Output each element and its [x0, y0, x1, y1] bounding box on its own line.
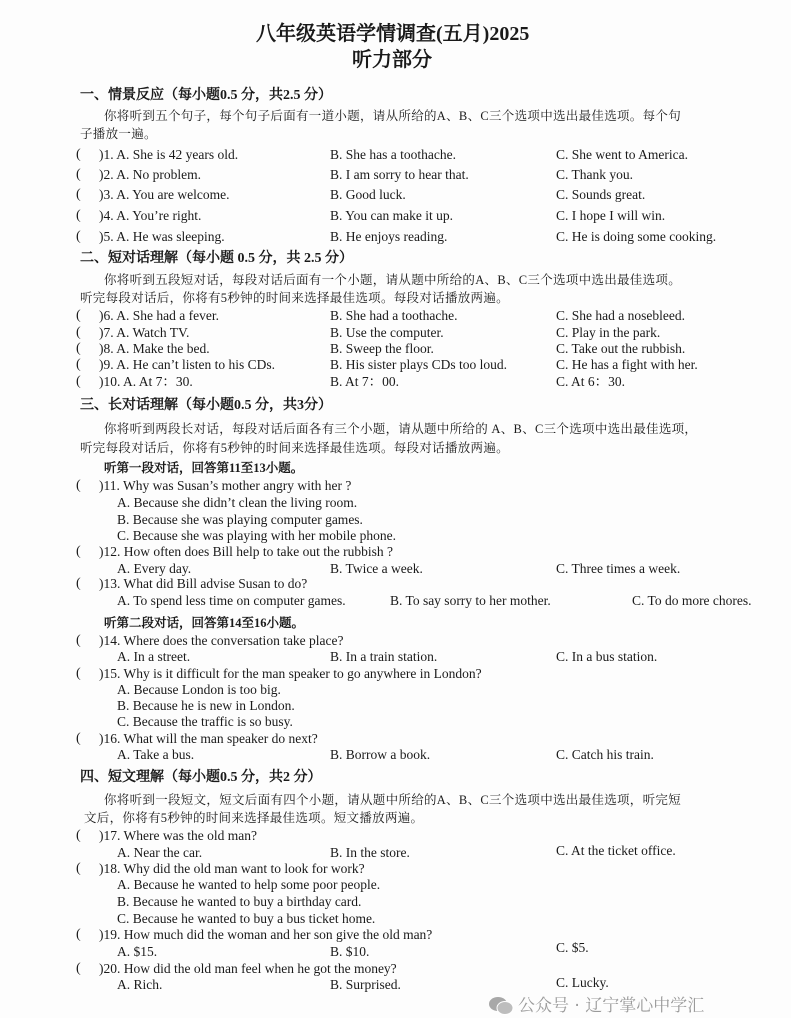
- section-heading: 四、短文理解（每小题0.5 分，共2 分）: [80, 770, 322, 785]
- answer-blank[interactable]: (: [76, 666, 81, 681]
- section-heading: 一、情景反应（每小题0.5 分，共2.5 分）: [80, 88, 332, 103]
- section-instructions: 听完每段对话后，你将有5秒钟的时间来选择最佳选项。每段对话播放两遍。: [80, 441, 509, 455]
- watermark-text: 公众号 · 辽宁掌心中学汇: [518, 996, 705, 1016]
- answer-blank[interactable]: (: [76, 357, 81, 372]
- question-option-a: )10. A. At 7：30.: [99, 374, 193, 389]
- answer-blank[interactable]: (: [76, 927, 81, 942]
- question-option-c: C. To do more chores.: [632, 593, 752, 608]
- question-option-b: B. In a train station.: [330, 649, 438, 664]
- question-option-a: A. Rich.: [117, 977, 163, 992]
- question-option-c: C. He is doing some cooking.: [556, 229, 717, 244]
- answer-blank[interactable]: (: [76, 325, 81, 340]
- question-option-a: A. Take a bus.: [117, 747, 195, 762]
- answer-blank[interactable]: (: [76, 308, 81, 323]
- question-option-b: B. He enjoys reading.: [330, 229, 448, 244]
- question-stem: )20. How did the old man feel when he got the money?: [99, 961, 397, 976]
- question-option-b: B. Because he wanted to buy a birthday card.: [117, 894, 362, 909]
- question-option-b: B. Because he is new in London.: [117, 698, 295, 713]
- section-heading: 二、短对话理解（每小题 0.5 分，共 2.5 分）: [80, 251, 353, 266]
- question-option-b: B. Use the computer.: [330, 325, 444, 340]
- answer-blank[interactable]: (: [76, 861, 81, 876]
- question-option-c: C. She went to America.: [556, 147, 688, 162]
- question-option-a: )6. A. She had a fever.: [99, 308, 219, 323]
- question-option-b: B. $10.: [330, 944, 370, 959]
- question-stem: )18. Why did the old man want to look for work?: [99, 861, 365, 876]
- question-option-c: C. Because the traffic is so busy.: [117, 714, 293, 729]
- question-option-c: C. At 6：30.: [556, 374, 626, 389]
- question-stem: )19. How much did the woman and her son give the old man?: [99, 927, 433, 942]
- section-heading: 三、长对话理解（每小题0.5 分，共3分）: [80, 398, 332, 413]
- section-instructions: 子播放一遍。: [80, 127, 157, 141]
- question-option-c: C. At the ticket office.: [556, 843, 676, 858]
- answer-blank[interactable]: (: [76, 147, 81, 162]
- question-option-c: C. Thank you.: [556, 167, 633, 182]
- question-option-a: A. Because she didn’t clean the living room.: [117, 495, 358, 510]
- question-option-a: A. Every day.: [117, 561, 192, 576]
- question-option-a: )7. A. Watch TV.: [99, 325, 190, 340]
- question-option-a: A. To spend less time on computer games.: [117, 593, 346, 608]
- question-stem: )17. Where was the old man?: [99, 828, 257, 843]
- question-stem: )16. What will the man speaker do next?: [99, 731, 318, 746]
- question-option-c: C. Because she was playing with her mobile phone.: [117, 528, 396, 543]
- question-option-a: )8. A. Make the bed.: [99, 341, 210, 356]
- question-option-b: B. Sweep the floor.: [330, 341, 434, 356]
- question-option-a: A. In a street.: [117, 649, 191, 664]
- question-option-a: )4. A. You’re right.: [99, 208, 202, 223]
- question-stem: )13. What did Bill advise Susan to do?: [99, 576, 308, 591]
- section-instructions: 你将听到一段短文，短文后面有四个小题，请从题中所给的A、B、C三个选项中选出最佳选项，听完短: [104, 793, 682, 807]
- question-option-c: C. Take out the rubbish.: [556, 341, 686, 356]
- section-subtitle: 听力部分: [352, 49, 432, 71]
- question-option-c: C. Three times a week.: [556, 561, 681, 576]
- question-option-a: A. $15.: [117, 944, 158, 959]
- question-option-c: C. Lucky.: [556, 975, 609, 990]
- question-option-a: )5. A. He was sleeping.: [99, 229, 225, 244]
- question-option-a: )2. A. No problem.: [99, 167, 201, 182]
- question-option-c: C. Play in the park.: [556, 325, 661, 340]
- answer-blank[interactable]: (: [76, 341, 81, 356]
- question-option-c: C. In a bus station.: [556, 649, 658, 664]
- question-option-b: B. Because she was playing computer games.: [117, 512, 363, 527]
- question-stem: )11. Why was Susan’s mother angry with her ?: [99, 478, 352, 493]
- question-option-b: B. She had a toothache.: [330, 308, 458, 323]
- question-stem: )14. Where does the conversation take place?: [99, 633, 344, 648]
- question-option-a: A. Near the car.: [117, 845, 203, 860]
- question-option-b: B. To say sorry to her mother.: [390, 593, 551, 608]
- question-option-a: )1. A. She is 42 years old.: [99, 147, 239, 162]
- answer-blank[interactable]: (: [76, 828, 81, 843]
- question-option-c: C. $5.: [556, 940, 589, 955]
- question-option-c: C. Because he wanted to buy a bus ticket home.: [117, 911, 376, 926]
- answer-blank[interactable]: (: [76, 633, 81, 648]
- question-option-c: C. He has a fight with her.: [556, 357, 698, 372]
- section-instructions: 你将听到两段长对话，每段对话后面各有三个小题，请从题中所给的 A、B、C三个选项中选出最佳选项，: [104, 422, 698, 436]
- question-option-c: C. She had a nosebleed.: [556, 308, 685, 323]
- question-option-b: B. You can make it up.: [330, 208, 453, 223]
- question-option-b: B. I am sorry to hear that.: [330, 167, 469, 182]
- question-option-b: B. Surprised.: [330, 977, 401, 992]
- question-option-a: A. Because London is too big.: [117, 682, 281, 697]
- answer-blank[interactable]: (: [76, 374, 81, 389]
- question-option-b: B. Borrow a book.: [330, 747, 431, 762]
- answer-blank[interactable]: (: [76, 167, 81, 182]
- question-stem: )15. Why is it difficult for the man speaker to go anywhere in London?: [99, 666, 482, 681]
- exam-title: 八年级英语学情调查(五月)2025: [256, 23, 530, 45]
- question-option-b: B. At 7：00.: [330, 374, 400, 389]
- question-option-b: B. His sister plays CDs too loud.: [330, 357, 508, 372]
- section-instructions: 你将听到五段短对话，每段对话后面有一个小题，请从题中所给的A、B、C三个选项中选出最佳选项。: [104, 273, 682, 287]
- answer-blank[interactable]: (: [76, 576, 81, 591]
- question-option-b: B. She has a toothache.: [330, 147, 456, 162]
- dialogue-subheading: 听第二段对话，回答第14至16小题。: [104, 616, 305, 630]
- section-instructions: 你将听到五个句子，每个句子后面有一道小题，请从所给的A、B、C三个选项中选出最佳选项。每个句: [104, 109, 682, 123]
- wechat-icon: [488, 996, 514, 1016]
- answer-blank[interactable]: (: [76, 187, 81, 202]
- answer-blank[interactable]: (: [76, 229, 81, 244]
- answer-blank[interactable]: (: [76, 961, 81, 976]
- question-option-a: A. Because he wanted to help some poor people.: [117, 877, 381, 892]
- answer-blank[interactable]: (: [76, 731, 81, 746]
- answer-blank[interactable]: (: [76, 544, 81, 559]
- question-option-b: B. Twice a week.: [330, 561, 423, 576]
- question-option-a: )9. A. He can’t listen to his CDs.: [99, 357, 275, 372]
- section-instructions: 文后，你将有5秒钟的时间来选择最佳选项。短文播放两遍。: [84, 811, 424, 825]
- question-option-b: B. In the store.: [330, 845, 410, 860]
- question-option-c: C. Sounds great.: [556, 187, 646, 202]
- dialogue-subheading: 听第一段对话，回答第11至13小题。: [104, 461, 304, 475]
- question-stem: )12. How often does Bill help to take out the rubbish ?: [99, 544, 393, 559]
- question-option-b: B. Good luck.: [330, 187, 406, 202]
- answer-blank[interactable]: (: [76, 208, 81, 223]
- question-option-c: C. I hope I will win.: [556, 208, 666, 223]
- answer-blank[interactable]: (: [76, 478, 81, 493]
- question-option-c: C. Catch his train.: [556, 747, 654, 762]
- question-option-a: )3. A. You are welcome.: [99, 187, 230, 202]
- section-instructions: 听完每段对话后，你将有5秒钟的时间来选择最佳选项。每段对话播放两遍。: [80, 291, 509, 305]
